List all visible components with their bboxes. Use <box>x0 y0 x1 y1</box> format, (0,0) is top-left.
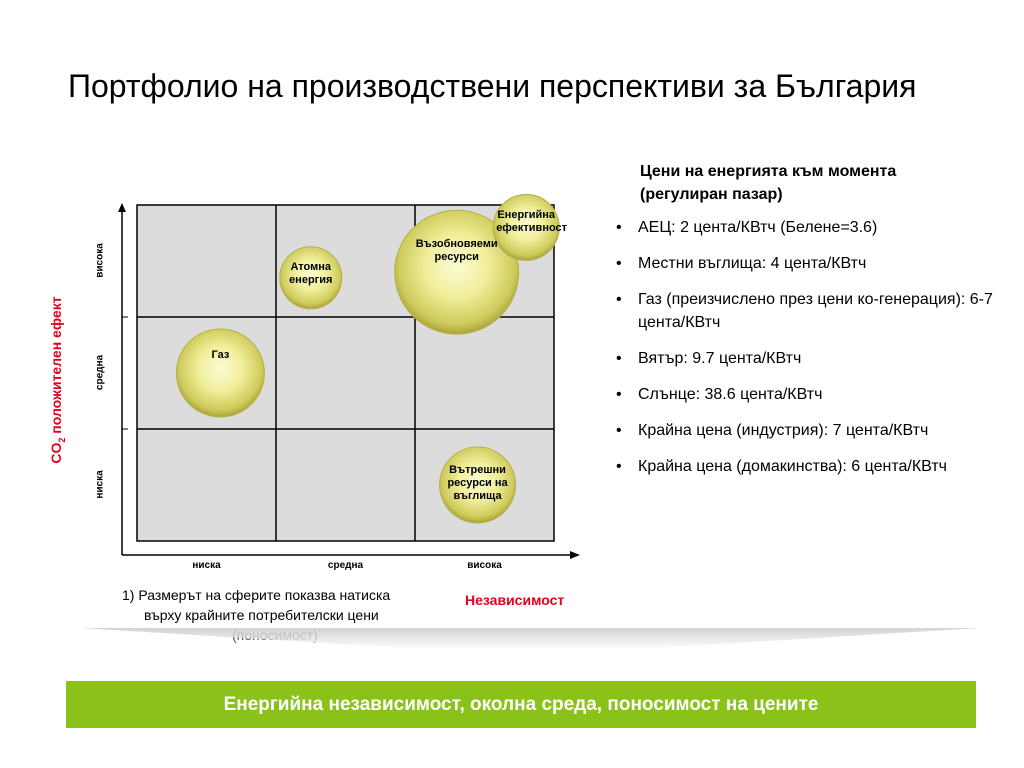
price-item-text: АЕЦ: 2 цента/КВтч (Белене=3.6) <box>638 219 878 236</box>
price-panel <box>612 160 1012 491</box>
price-item <box>612 347 1012 370</box>
price-item <box>612 455 1012 478</box>
price-item-text: Местни въглища: 4 цента/КВтч <box>638 255 867 272</box>
price-item-text: Газ (преизчислено през цени ко-генерация): 6-7 цента/КВтч <box>638 291 993 331</box>
bubble-label: Газ <box>211 348 230 361</box>
price-item-text: Слънце: 38.6 цента/КВтч <box>638 386 823 403</box>
y-tick-label: ниска <box>94 470 106 499</box>
bottom-banner: Енергийна независимост, околна среда, поносимост на цените <box>66 681 976 728</box>
x-tick-label: средна <box>327 560 364 571</box>
y-axis-arrow <box>118 203 126 212</box>
price-item <box>612 252 1012 275</box>
bullet-icon: • <box>616 350 622 367</box>
page-title: Портфолио на производствени перспективи за България <box>68 68 917 104</box>
bubble-label: Атомна енергия <box>289 260 333 286</box>
x-axis-arrow <box>570 551 580 559</box>
bullet-icon: • <box>616 291 622 308</box>
price-item-text: Вятър: 9.7 цента/КВтч <box>638 350 802 367</box>
x-axis-label: Независимост <box>465 592 565 608</box>
bubble-label: Възобновяеми ресурси <box>415 238 498 264</box>
price-item <box>612 288 1012 334</box>
bullet-icon: • <box>616 219 622 236</box>
x-tick-label: ниска <box>192 560 221 571</box>
bullet-icon: • <box>616 386 622 403</box>
bubble-label: Енергийна ефективност <box>496 209 568 235</box>
price-item <box>612 419 1012 442</box>
price-list <box>612 216 1012 478</box>
price-item <box>612 216 1012 239</box>
bubble-label: Вътрешни ресурси на въглища <box>447 464 508 503</box>
footnote-line: 1) Размерът на сферите показва натиска <box>122 587 391 603</box>
y-axis-label: $CO_2$ положителен ефект <box>48 296 67 464</box>
price-item-text: Крайна цена (домакинства): 6 цента/КВтч <box>638 458 947 475</box>
footnote-line: върху крайните потребителски цени <box>144 607 379 623</box>
bullet-icon: • <box>616 458 622 475</box>
y-tick-label: средна <box>94 354 106 391</box>
price-item <box>612 383 1012 406</box>
bubble <box>176 329 264 417</box>
price-item-text: Крайна цена (индустрия): 7 цента/КВтч <box>638 422 929 439</box>
x-tick-label: висока <box>467 560 502 571</box>
y-tick-label: висока <box>94 243 106 278</box>
bullet-icon: • <box>616 255 622 272</box>
price-panel-heading: Цени на енергията към момента (регулиран пазар) <box>640 163 897 203</box>
bullet-icon: • <box>616 422 622 439</box>
